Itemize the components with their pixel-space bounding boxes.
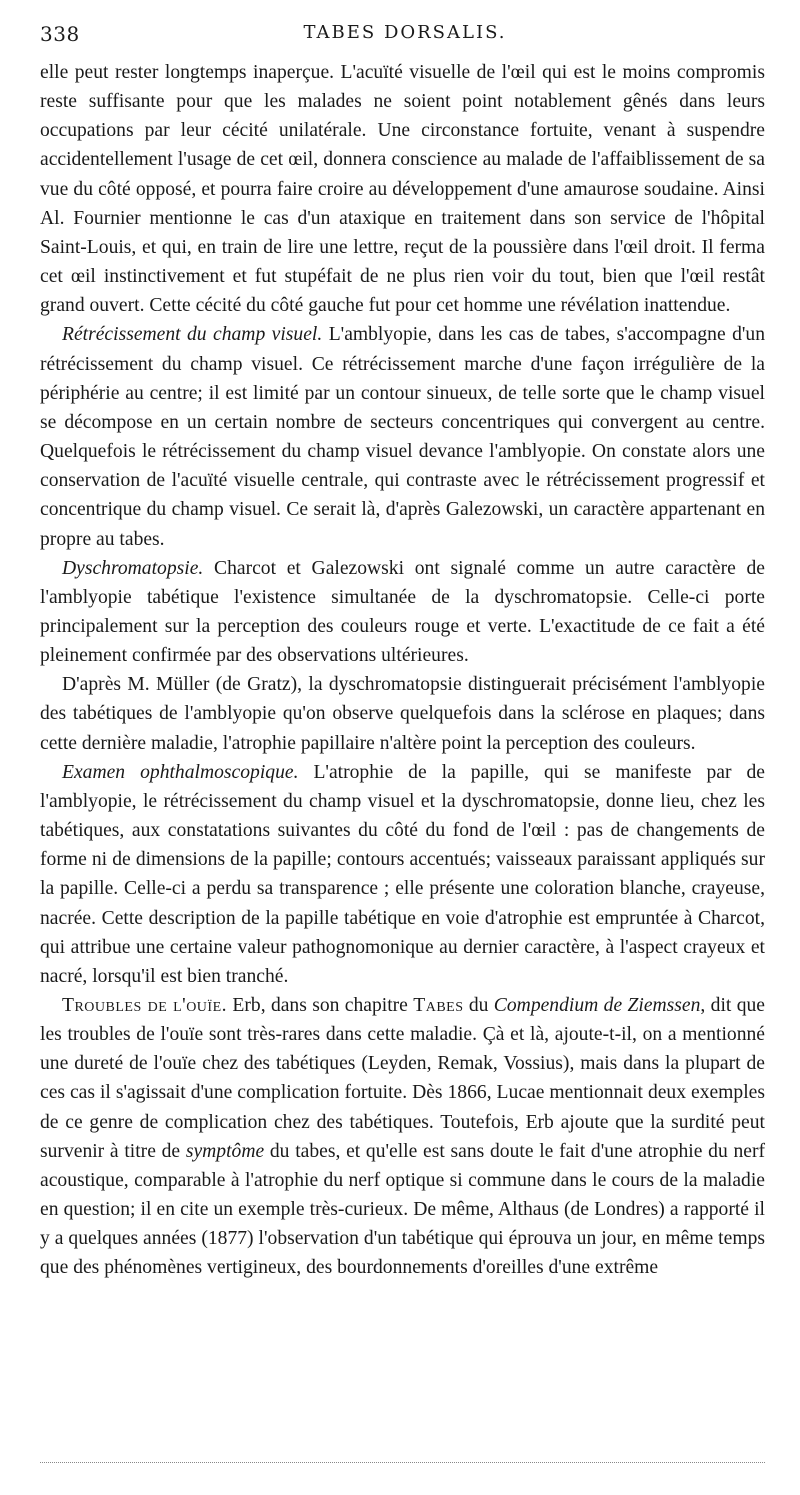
paragraph-text: D'après M. Müller (de Gratz), la dyschromatopsie distinguerait précisément l'amblyopie des tabétiques de l'amblyopie qu'on observe quelquefois dans la sclérose en plaques; dans cette dernière maladie, l'atrophie papillaire n'altère point la perception des couleurs. bbox=[40, 674, 765, 754]
page-header bbox=[40, 22, 770, 50]
paragraph-examen bbox=[40, 758, 765, 991]
footer-rule bbox=[40, 1462, 765, 1463]
segment-text: Compendium de Ziemssen bbox=[493, 995, 701, 1016]
segment-text: Erb, dans son chapitre bbox=[227, 995, 414, 1016]
section-lead: Troubles de l'ouïe. bbox=[62, 995, 228, 1016]
segment-text: symptôme bbox=[185, 1140, 265, 1162]
body-text bbox=[40, 58, 765, 1283]
paragraph-continuation bbox=[40, 58, 765, 320]
paragraph-text: L'amblyopie, dans les cas de tabes, s'accompagne d'un rétrécissement du champ visuel. Ce rétrécissement marche d'une façon irrégulière de la périphérie au centre; il est limité par un contour sinueux, de telle sorte que le champ visuel se décompose en un certain nombre de secteurs concentriques qui convergent au centre. Quelquefois le rétrécissement du champ visuel devance l'amblyopie. On constate alors une conservation de l'acuïté visuelle centrale, qui contraste avec le rétrécissement progressif et concentrique du champ visuel. Ce serait là, d'après Galezowski, un caractère appartenant en propre au tabes. bbox=[40, 324, 766, 550]
paragraph-text: L'atrophie de la papille, qui se manifeste par de l'amblyopie, le rétrécissement du champ visuel et la dyschromatopsie, donne lieu, chez les tabétiques, aux constatations suivantes du côté du fond de l'œil : pas de changements de forme ni de dimensions de la papille; contours accentués; vaisseaux paraissant appliqués sur la papille. Celle-ci a perdu sa transparence ; elle présente une coloration blanche, crayeuse, nacrée. Cette description de la papille tabétique en voie d'atrophie est empruntée à Charcot, qui attribue une certaine valeur pathognomonique au dernier caractère, à l'aspect crayeux et nacré, lorsqu'il est bien tranché. bbox=[40, 761, 765, 987]
paragraph-text: Charcot et Galezowski ont signalé comme un autre caractère de l'amblyopie tabétique l'existence simultanée de la dyschromatopsie. Celle-ci porte principalement sur la perception des couleurs rouge et verte. L'exactitude de ce fait a été pleinement confirmée par des observations ultérieures. bbox=[40, 557, 765, 667]
section-lead: Rétrécissement du champ visuel. bbox=[62, 324, 323, 346]
section-lead: Examen ophthalmoscopique. bbox=[62, 761, 299, 783]
paragraph-text: elle peut rester longtemps inaperçue. L'acuïté visuelle de l'œil qui est le moins compromis reste suffisante pour que les malades ne soient point notablement gênés dans leurs occupations par leur cécité unilatérale. Une circonstance fortuite, venant à suspendre accidentellement l'usage de cet œil, donnera conscience au malade de l'affaiblissement de sa vue du côté opposé, et pourra faire croire au développement d'une amaurose soudaine. Ainsi Al. Fournier mentionne le cas d'un ataxique en traitement dans son service de l'hôpital Saint-Louis, et qui, en train de lire une lettre, reçut de la poussière dans l'œil droit. Il ferma cet œil instinctivement et fut stupéfait de ne plus rien voir du tout, bien que l'œil restât grand ouvert. Cette cécité du côté gauche fut pour cet homme une révélation inattendue. bbox=[40, 62, 765, 317]
paragraph-retrecissement bbox=[40, 320, 765, 553]
page-number: 338 bbox=[40, 22, 80, 46]
section-lead: Dyschromatopsie. bbox=[62, 557, 204, 579]
paragraph-dyschromatopsie bbox=[40, 554, 765, 671]
segment-text: du tabes, et qu'elle est sans doute le fait d'une atrophie du nerf acoustique, comparable à l'atrophie du nerf optique si commune dans le cours de la maladie en question; il en cite un exemple très-curieux. De même, Althaus (de Londres) a rapporté il y a quelques années (1877) l'observation d'un tabétique qui éprouva un jour, en même temps que des phénomènes vertigineux, des bourdonnements d'oreilles d'une extrême bbox=[40, 1140, 765, 1279]
running-title: TABES DORSALIS. bbox=[303, 22, 507, 43]
paragraph-muller bbox=[40, 670, 765, 757]
segment-text: du bbox=[463, 995, 494, 1016]
segment-text: , dit que les troubles de l'ouïe sont très-rares dans cette maladie. Çà et là, ajoute-t-il, on a mentionné une dureté de l'ouïe chez des tabétiques (Leyden, Remak, Vossius), mais dans la plupart de ces cas il s'agissait d'une complication fortuite. Dès 1866, Lucae mentionnait deux exemples de ce genre de complication chez des tabétiques. Toutefois, Erb ajoute que la surdité peut survenir à titre de bbox=[40, 995, 765, 1162]
paragraph-troubles-ouie bbox=[40, 991, 765, 1283]
segment-text: Tabes bbox=[413, 995, 464, 1016]
